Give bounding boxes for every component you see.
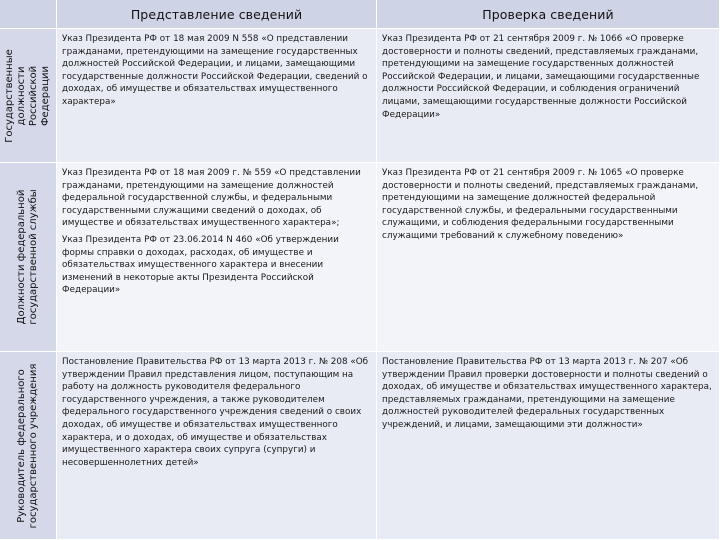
row-label-text: Руководитель федерального государственного учреждения <box>16 363 39 528</box>
row-label-federal-civil-service <box>0 163 57 352</box>
row2-presentation-cell <box>57 163 377 352</box>
decree-text: Указ Президента РФ от 18 мая 2009 г. № 559 «О представлении гражданами, претендующими на замещение должностей федеральной государственной службы, и федеральными государственными служащими сведений о доходах, об имуществе и обязательствах имущественного характера»; <box>62 168 361 229</box>
row-label-institution-head <box>0 352 57 540</box>
row-label-state-positions <box>0 29 57 163</box>
header-col-presentation-label: Представление сведений <box>130 6 303 22</box>
decree-text: Указ Президента РФ от 21 сентября 2009 г. № 1066 «О проверке достоверности и полноты сведений, представляемых гражданами, претендующими на замещение государственных должностей Российской Федерации, и лицами, замещающими государственные должности Российской Федерации, и соблюдения ограничений лицами, замещающими государственные должности Российской Федерации» <box>382 34 700 120</box>
header-col-verification <box>377 0 720 29</box>
row3-presentation-cell <box>57 352 377 540</box>
row1-presentation-cell <box>57 29 377 163</box>
decree-text: Постановление Правительства РФ от 13 марта 2013 г. № 207 «Об утверждении Правил проверки достоверности и полноты сведений о доходах, об имуществе и обязательствах имущественного характера, представляемых гражданами, претендующими на замещение должностей руководителей федеральных государственных учреждений, и лицами, замещающими эти должности» <box>382 357 712 430</box>
header-corner <box>0 0 57 29</box>
row-label-text: Должности федеральной государственной службы <box>16 189 39 325</box>
header-col-presentation <box>57 0 377 29</box>
decree-text: Указ Президента РФ от 21 сентября 2009 г. № 1065 «О проверке достоверности и полноты сведений, представляемых гражданами, претендующими на замещение должностей федеральной государственной службы, и федеральными государственными служащими, и соблюдения федеральными государственными служащими требований к служебному поведению» <box>382 168 699 241</box>
decree-text: Постановление Правительства РФ от 13 марта 2013 г. № 208 «Об утверждении Правил представления лицом, поступающим на работу на должность руководителя федерального государственного учреждения, а также руководителем федерального государственного учреждения сведений о своих доходах, об имуществе и обязательствах имущественного характера, и о доходах, об имуществе и обязательствах имущественного характера своих супруга (супруги) и несовершеннолетних детей» <box>62 357 369 468</box>
row1-verification-cell <box>377 29 720 163</box>
decree-text: Указ Президента РФ от 18 мая 2009 N 558 «О представлении гражданами, претендующими на замещение государственных должностей Российской Федерации, и лицами, замещающими государственные должности Российской Федерации, сведений о доходах, об имуществе и обязательствах имущественного характера» <box>62 34 368 107</box>
header-col-verification-label: Проверка сведений <box>482 6 614 22</box>
row2-verification-cell <box>377 163 720 352</box>
row3-verification-cell <box>377 352 720 540</box>
row-label-text: Государственные должности Российской Федерации <box>4 48 51 143</box>
decree-text: Указ Президента РФ от 23.06.2014 N 460 «Об утверждении формы справки о доходах, расходах, об имуществе и обязательствах имущественного характера и внесении изменений в некоторые акты Президента Российской Федерации» <box>62 234 339 296</box>
